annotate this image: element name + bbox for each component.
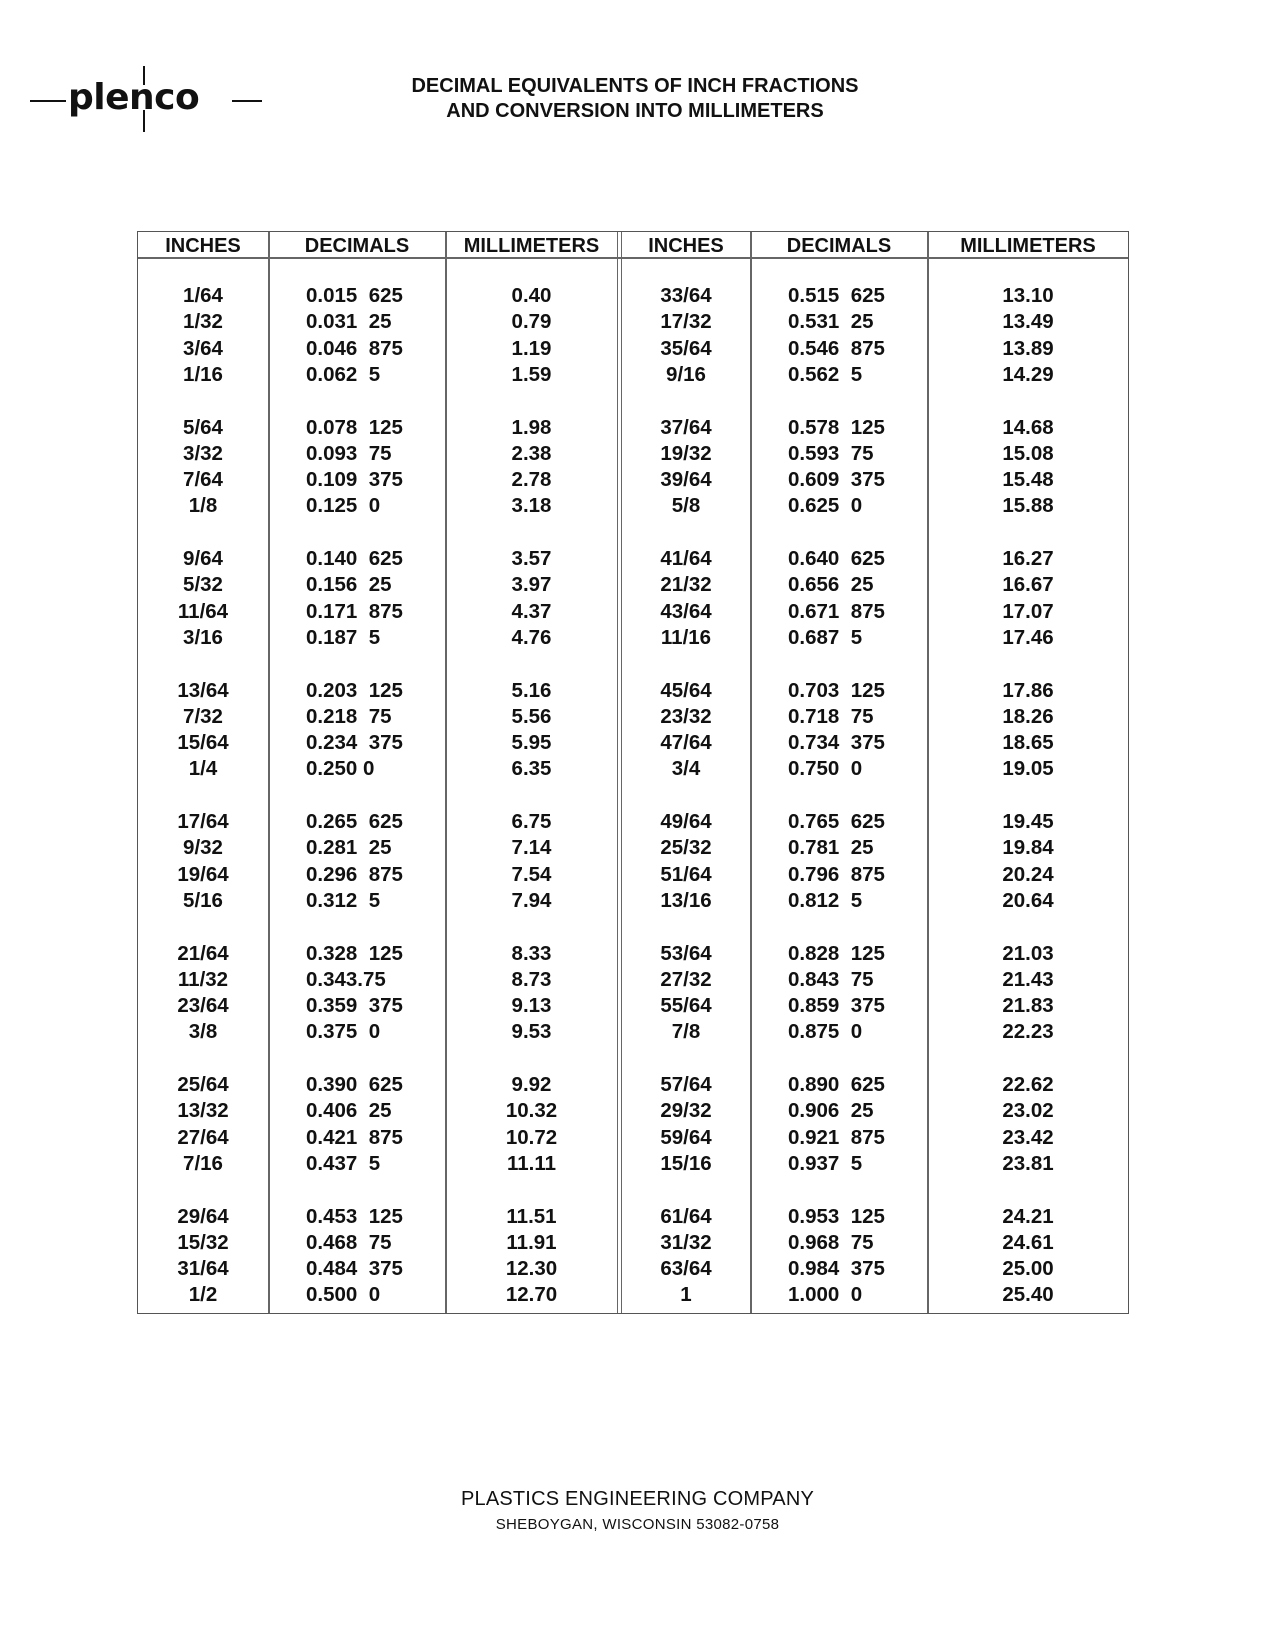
row-group (138, 546, 268, 678)
row-group (622, 415, 750, 547)
row-group (622, 1072, 750, 1204)
millimeter-cell: 3.18 (511, 494, 552, 518)
millimeter-cell: 8.33 (511, 941, 552, 965)
decimal-cell: 0.859 375 (788, 994, 885, 1018)
millimeter-cell: 23.02 (1002, 1099, 1054, 1123)
millimeter-cell: 24.61 (1002, 1230, 1054, 1254)
inch-fraction-cell: 7/64 (183, 468, 223, 492)
footer-company: PLASTICS ENGINEERING COMPANY (460, 1488, 815, 1510)
millimeter-cell: 1.19 (511, 336, 552, 360)
millimeter-cell: 12.70 (505, 1283, 558, 1307)
decimal-cell: 0.296 875 (306, 862, 403, 886)
decimal-cell: 0.765 625 (788, 810, 885, 833)
row-group (928, 678, 1128, 810)
decimal-cell: 0.218 75 (306, 704, 392, 728)
millimeter-cell: 6.75 (511, 810, 552, 833)
millimeter-cell: 19.84 (1002, 836, 1054, 860)
inch-fraction-cell: 3/32 (183, 441, 223, 465)
row-group (751, 283, 927, 415)
decimal-cell: 1.000 0 (788, 1283, 863, 1307)
millimeter-cell: 14.29 (1002, 362, 1054, 386)
decimal-cell: 0.421 875 (306, 1125, 403, 1149)
decimal-cell: 0.968 75 (788, 1230, 874, 1254)
decimal-cell: 0.046 875 (306, 336, 403, 360)
decimal-cell: 0.359 375 (306, 994, 403, 1018)
decimal-cell: 0.468 75 (306, 1230, 392, 1254)
decimal-cell: 0.140 625 (306, 547, 403, 570)
millimeter-cell: 5.95 (511, 731, 552, 755)
decimal-cell: 0.546 875 (788, 336, 885, 360)
inch-fraction-cell: 5/32 (183, 573, 223, 597)
row-group (446, 546, 617, 678)
decimal-cell: 0.093 75 (306, 441, 392, 465)
inch-fraction-cell: 15/16 (660, 1151, 712, 1175)
inch-fraction-cell: 25/32 (660, 836, 712, 860)
inch-fraction-cell: 5/16 (183, 888, 223, 912)
decimal-cell: 0.609 375 (788, 468, 885, 492)
millimeter-cell: 16.27 (1002, 547, 1054, 570)
millimeter-cell: 11.91 (506, 1230, 557, 1254)
inch-fraction-cell: 3/4 (671, 757, 701, 781)
decimal-cell: 0.312 5 (306, 888, 381, 912)
inch-fraction-cell: 47/64 (660, 731, 712, 755)
millimeter-cell: 22.23 (1002, 1020, 1054, 1044)
inch-fraction-cell: 61/64 (660, 1204, 712, 1228)
inch-fraction-cell: 45/64 (660, 678, 712, 702)
inch-fraction-cell: 3/8 (188, 1020, 218, 1044)
millimeter-cell: 4.76 (511, 625, 552, 649)
decimal-cell: 0.531 25 (788, 310, 874, 334)
decimal-cell: 0.281 25 (306, 836, 392, 860)
row-group (622, 809, 750, 941)
decimal-cell: 0.906 25 (788, 1099, 874, 1123)
row-group (269, 415, 445, 547)
decimal-cell: 0.031 25 (306, 310, 392, 334)
millimeter-cell: 17.07 (1002, 599, 1054, 623)
millimeter-cell: 7.14 (511, 836, 552, 860)
decimal-cell: 0.921 875 (788, 1125, 885, 1149)
millimeter-cell: 21.83 (1002, 994, 1054, 1018)
millimeter-cell: 19.05 (1002, 757, 1054, 781)
decimal-cell: 0.234 375 (306, 731, 403, 755)
header-millimeters-right: MILLIMETERS (960, 235, 1096, 257)
decimal-cell: 0.062 5 (306, 362, 381, 386)
millimeter-cell: 7.54 (511, 862, 552, 886)
decimal-cell: 0.406 25 (306, 1099, 392, 1123)
millimeter-cell: 2.78 (511, 468, 552, 492)
inch-fraction-cell: 9/32 (183, 836, 223, 860)
millimeter-cell: 10.32 (505, 1099, 558, 1123)
inch-fraction-cell: 11/16 (660, 625, 712, 649)
millimeter-cell: 2.38 (511, 441, 552, 465)
row-group (928, 546, 1128, 678)
row-group (269, 809, 445, 941)
decimal-cell: 0.203 125 (306, 678, 403, 702)
inch-fraction-cell: 29/64 (177, 1204, 229, 1228)
decimal-cell: 0.750 0 (788, 757, 863, 781)
millimeter-cell: 7.94 (511, 888, 552, 912)
inch-fraction-cell: 59/64 (660, 1125, 712, 1149)
millimeter-cell: 13.49 (1002, 310, 1054, 334)
row-group (446, 283, 617, 415)
inch-fraction-cell: 7/16 (183, 1151, 223, 1175)
millimeter-cell: 21.43 (1002, 967, 1054, 991)
row-group (751, 1072, 927, 1204)
decimal-cell: 0.843 75 (788, 967, 874, 991)
millimeter-cell: 9.92 (511, 1073, 552, 1096)
inch-fraction-cell: 23/64 (177, 994, 229, 1018)
row-group (928, 809, 1128, 941)
decimal-cell: 0.796 875 (788, 862, 885, 886)
row-group (751, 1204, 927, 1336)
footer-address: SHEBOYGAN, WISCONSIN 53082-0758 (495, 1516, 780, 1533)
millimeter-cell: 0.79 (511, 310, 552, 334)
inch-fraction-cell: 21/32 (660, 573, 712, 597)
row-group (622, 283, 750, 415)
column-inches-left (138, 283, 268, 1335)
header-decimals-right: DECIMALS (786, 235, 892, 257)
title-line-1: DECIMAL EQUIVALENTS OF INCH FRACTIONS (411, 75, 859, 97)
header-inches-right: INCHES (648, 235, 724, 257)
header-inches-left: INCHES (165, 235, 241, 257)
decimal-cell: 0.015 625 (306, 284, 403, 307)
column-inches-right (622, 283, 750, 1335)
row-group (928, 415, 1128, 547)
millimeter-cell: 14.68 (1002, 415, 1054, 439)
decimal-cell: 0.875 0 (788, 1020, 863, 1044)
column-millimeters-right (928, 283, 1128, 1335)
row-group (269, 941, 445, 1073)
inch-fraction-cell: 1/2 (188, 1283, 218, 1307)
header-decimals-left: DECIMALS (304, 235, 410, 257)
inch-fraction-cell: 57/64 (660, 1073, 712, 1096)
millimeter-cell: 3.57 (511, 547, 552, 570)
row-group (269, 546, 445, 678)
millimeter-cell: 16.67 (1002, 573, 1054, 597)
row-group (138, 678, 268, 810)
inch-fraction-cell: 27/32 (660, 967, 712, 991)
row-group (138, 809, 268, 941)
decimal-cell: 0.515 625 (788, 284, 885, 307)
row-group (928, 941, 1128, 1073)
inch-fraction-cell: 9/16 (666, 362, 706, 386)
row-group (446, 809, 617, 941)
millimeter-cell: 25.40 (1002, 1283, 1054, 1307)
decimal-cell: 0.625 0 (788, 494, 863, 518)
inch-fraction-cell: 49/64 (660, 810, 712, 833)
inch-fraction-cell: 35/64 (660, 336, 712, 360)
inch-fraction-cell: 21/64 (177, 941, 229, 965)
row-group (928, 1204, 1128, 1336)
page-title (330, 74, 940, 124)
row-group (622, 678, 750, 810)
decimal-cell: 0.250 0 (306, 757, 375, 781)
millimeter-cell: 3.97 (511, 573, 552, 597)
column-decimals-right (751, 283, 927, 1335)
row-group (928, 283, 1128, 415)
millimeter-cell: 9.53 (511, 1020, 552, 1044)
millimeter-cell: 4.37 (511, 599, 552, 623)
row-group (138, 941, 268, 1073)
decimal-cell: 0.343.75 (306, 967, 386, 991)
row-group (138, 283, 268, 415)
millimeter-cell: 13.89 (1002, 336, 1054, 360)
decimal-cell: 0.734 375 (788, 731, 885, 755)
inch-fraction-cell: 39/64 (660, 468, 712, 492)
row-group (269, 283, 445, 415)
inch-fraction-cell: 15/64 (177, 731, 229, 755)
decimal-cell: 0.156 25 (306, 573, 392, 597)
millimeter-cell: 17.46 (1002, 625, 1054, 649)
inch-fraction-cell: 31/32 (660, 1230, 712, 1254)
decimal-cell: 0.703 125 (788, 678, 885, 702)
row-group (622, 1204, 750, 1336)
decimal-cell: 0.718 75 (788, 704, 874, 728)
millimeter-cell: 15.48 (1002, 468, 1054, 492)
decimal-cell: 0.484 375 (306, 1257, 403, 1281)
logo-rule-right (232, 100, 262, 102)
row-group (446, 1072, 617, 1204)
millimeter-cell: 20.24 (1002, 862, 1054, 886)
row-group (269, 1072, 445, 1204)
decimal-cell: 0.187 5 (306, 625, 381, 649)
inch-fraction-cell: 9/64 (183, 547, 223, 570)
decimal-cell: 0.890 625 (788, 1073, 885, 1096)
decimal-cell: 0.640 625 (788, 547, 885, 570)
decimal-cell: 0.671 875 (788, 599, 885, 623)
row-group (751, 546, 927, 678)
inch-fraction-cell: 37/64 (660, 415, 712, 439)
inch-fraction-cell: 51/64 (660, 862, 712, 886)
inch-fraction-cell: 3/16 (183, 625, 223, 649)
inch-fraction-cell: 23/32 (660, 704, 712, 728)
inch-fraction-cell: 33/64 (660, 284, 712, 307)
row-group (622, 941, 750, 1073)
millimeter-cell: 18.65 (1002, 731, 1054, 755)
row-group (446, 941, 617, 1073)
millimeter-cell: 20.64 (1002, 888, 1054, 912)
row-group (928, 1072, 1128, 1204)
row-group (751, 941, 927, 1073)
millimeter-cell: 23.81 (1002, 1151, 1054, 1175)
row-group (138, 415, 268, 547)
inch-fraction-cell: 63/64 (660, 1257, 712, 1281)
decimal-cell: 0.078 125 (306, 415, 403, 439)
logo-wordmark: plenco (68, 77, 200, 118)
millimeter-cell: 24.21 (1002, 1204, 1054, 1228)
inch-fraction-cell: 1/8 (188, 494, 218, 518)
millimeter-cell: 9.13 (511, 994, 552, 1018)
decimal-cell: 0.109 375 (306, 468, 403, 492)
millimeter-cell: 19.45 (1002, 810, 1054, 833)
millimeter-cell: 15.08 (1002, 441, 1054, 465)
millimeter-cell: 1.98 (511, 415, 552, 439)
inch-fraction-cell: 55/64 (660, 994, 712, 1018)
millimeter-cell: 23.42 (1002, 1125, 1054, 1149)
inch-fraction-cell: 17/64 (177, 810, 229, 833)
millimeter-cell: 6.35 (511, 757, 552, 781)
millimeter-cell: 11.51 (506, 1204, 557, 1228)
inch-fraction-cell: 1/32 (183, 310, 223, 334)
decimal-cell: 0.578 125 (788, 415, 885, 439)
inch-fraction-cell: 15/32 (177, 1230, 229, 1254)
inch-fraction-cell: 41/64 (660, 547, 712, 570)
inch-fraction-cell: 1/64 (183, 284, 223, 307)
decimal-cell: 0.171 875 (306, 599, 403, 623)
row-group (446, 1204, 617, 1336)
inch-fraction-cell: 53/64 (660, 941, 712, 965)
inch-fraction-cell: 3/64 (183, 336, 223, 360)
millimeter-cell: 12.30 (505, 1257, 558, 1281)
millimeter-cell: 5.56 (511, 704, 552, 728)
decimal-cell: 0.390 625 (306, 1073, 403, 1096)
row-group (269, 1204, 445, 1336)
millimeter-cell: 1.59 (511, 362, 552, 386)
decimal-cell: 0.828 125 (788, 941, 885, 965)
decimal-cell: 0.265 625 (306, 810, 403, 833)
inch-fraction-cell: 13/32 (177, 1099, 229, 1123)
logo-rule-left (30, 100, 66, 102)
row-group (751, 678, 927, 810)
inch-fraction-cell: 13/16 (660, 888, 712, 912)
plenco-logo (30, 66, 262, 132)
inch-fraction-cell: 17/32 (660, 310, 712, 334)
millimeter-cell: 0.40 (511, 284, 552, 307)
title-line-2: AND CONVERSION INTO MILLIMETERS (446, 100, 824, 122)
row-group (138, 1204, 268, 1336)
row-group (751, 809, 927, 941)
millimeter-cell: 17.86 (1002, 678, 1054, 702)
decimal-cell: 0.781 25 (788, 836, 874, 860)
row-group (622, 546, 750, 678)
millimeter-cell: 8.73 (511, 967, 552, 991)
row-group (751, 415, 927, 547)
decimal-cell: 0.687 5 (788, 625, 863, 649)
inch-fraction-cell: 1/16 (183, 362, 223, 386)
inch-fraction-cell: 31/64 (177, 1257, 229, 1281)
row-group (269, 678, 445, 810)
decimal-cell: 0.125 0 (306, 494, 381, 518)
decimal-cell: 0.375 0 (306, 1020, 381, 1044)
inch-fraction-cell: 7/32 (183, 704, 223, 728)
decimal-cell: 0.953 125 (788, 1204, 885, 1228)
decimal-cell: 0.937 5 (788, 1151, 863, 1175)
conversion-table (137, 231, 1129, 1314)
millimeter-cell: 21.03 (1002, 941, 1054, 965)
decimal-cell: 0.500 0 (306, 1283, 381, 1307)
decimal-cell: 0.562 5 (788, 362, 863, 386)
inch-fraction-cell: 13/64 (177, 678, 229, 702)
millimeter-cell: 22.62 (1002, 1073, 1054, 1096)
header-millimeters-left: MILLIMETERS (463, 235, 600, 257)
millimeter-cell: 15.88 (1002, 494, 1054, 518)
row-group (446, 415, 617, 547)
inch-fraction-cell: 7/8 (671, 1020, 701, 1044)
decimal-cell: 0.656 25 (788, 573, 874, 597)
inch-fraction-cell: 1/4 (188, 757, 218, 781)
inch-fraction-cell: 29/32 (660, 1099, 712, 1123)
inch-fraction-cell: 19/64 (177, 862, 229, 886)
inch-fraction-cell: 1 (680, 1283, 692, 1307)
column-millimeters-left (446, 283, 617, 1335)
inch-fraction-cell: 11/64 (177, 599, 229, 623)
decimal-cell: 0.593 75 (788, 441, 874, 465)
inch-fraction-cell: 19/32 (660, 441, 712, 465)
millimeter-cell: 25.00 (1002, 1257, 1054, 1281)
millimeter-cell: 11.11 (506, 1151, 557, 1175)
inch-fraction-cell: 27/64 (177, 1125, 229, 1149)
row-group (446, 678, 617, 810)
decimal-cell: 0.812 5 (788, 888, 863, 912)
inch-fraction-cell: 5/64 (183, 415, 223, 439)
decimal-cell: 0.453 125 (306, 1204, 403, 1228)
row-group (138, 1072, 268, 1204)
inch-fraction-cell: 43/64 (660, 599, 712, 623)
decimal-cell: 0.328 125 (306, 941, 403, 965)
millimeter-cell: 5.16 (511, 678, 552, 702)
inch-fraction-cell: 11/32 (177, 967, 229, 991)
decimal-cell: 0.437 5 (306, 1151, 381, 1175)
millimeter-cell: 10.72 (505, 1125, 558, 1149)
inch-fraction-cell: 5/8 (671, 494, 701, 518)
inch-fraction-cell: 25/64 (177, 1073, 229, 1096)
column-decimals-left (269, 283, 445, 1335)
decimal-cell: 0.984 375 (788, 1257, 885, 1281)
millimeter-cell: 18.26 (1002, 704, 1054, 728)
millimeter-cell: 13.10 (1002, 284, 1054, 307)
